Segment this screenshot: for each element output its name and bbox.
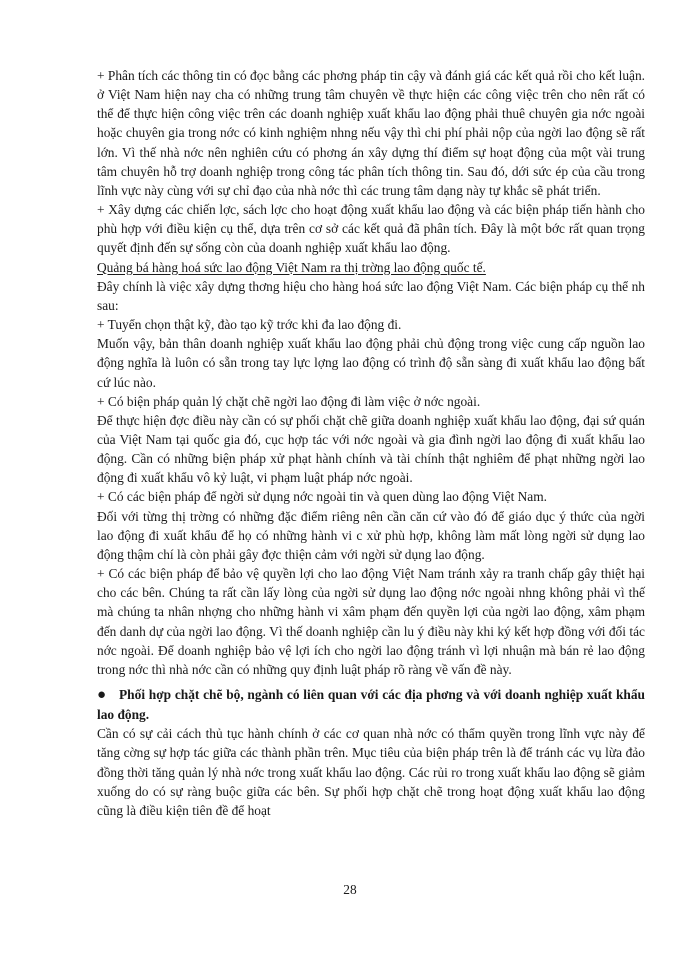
paragraph-supply-workforce: Muốn vậy, bản thân doanh nghiệp xuất khẩu lao động phải chủ động trong việc cung cấp nguồn lao động nghĩa là luôn có sẵn trong tay lực lợng lao động có trình độ sẵn sàng đi xuất khẩu lao động bất cứ lúc nào. [97, 336, 645, 390]
paragraph-build-strategies: + Xây dựng các chiến lợc, sách lợc cho hoạt động xuất khẩu lao động và các biện pháp tiến hành cho phù hợp với điều kiện cụ thể, dựa trên cơ sở các kết quả đã phân tích. Đây là một bớc rất quan trọng quyết định đến sự sống còn của doanh nghiệp xuất khẩu lao động. [97, 202, 645, 256]
paragraph-market-awareness: Đối với từng thị trờng có những đặc điểm riêng nên cần căn cứ vào đó để giáo dục ý thức của ngời lao động đi xuất khẩu để họ có những hành vi c xử phù hợp, không làm mất lòng ngời sử dụng lao động thậm chí là còn phải gây đợc thiện cảm với ngời sử dụng lao động. [97, 508, 645, 562]
paragraph-analyze-information: + Phân tích các thông tin có đọc bằng các phơng pháp tin cậy và đánh giá các kết quả rồi cho kết luận. ở Việt Nam hiện nay cha có những trung tâm chuyên về thực hiện các công việc trên cho nên rất có thể để thực hiện công việc trên các doanh nghiệp xuất khẩu lao động phải thuê chuyên gia nớc ngoài hoặc chuyên gia trong nớc có kinh nghiệm nhng nếu vậy thì chi phí phải nộp của ngời lao động sẽ rất lớn. Vì thế nhà nớc nên nghiên cứu có phơng án xây dựng thí điểm sự hoạt động của một vài trung tâm chuyên hỗ trợ doanh nghiệp trong công tác phân tích thông tin. Sau đó, dới sức ép của cầu trong lĩnh vực này cùng với sự chỉ đạo của nhà nớc thì các trung tâm dạng này tự khắc sẽ phát triển. [97, 68, 645, 198]
bullet-heading-coordination [97, 685, 645, 724]
bullet-icon: ● [97, 687, 107, 703]
paragraph-admin-reform: Cần có sự cải cách thủ tục hành chính ở các cơ quan nhà nớc có thẩm quyền trong lĩnh vực này để tăng cờng sự hợp tác giữa các thành phần trên. Mục tiêu của biện pháp trên là để tránh các vụ lừa đảo đồng thời tăng quản lý nhà nớc trong xuất khẩu lao động. Các rủi ro trong xuất khẩu lao động sẽ giảm xuống do có sự ràng buộc giữa các bên. Sự phối hợp chặt chẽ trong hoạt động xuất khẩu lao động cũng là điều kiện tiên đề để hoạt [97, 726, 645, 818]
document-page [97, 66, 645, 820]
paragraph-coordination-detail: Để thực hiện đợc điều này cần có sự phối chặt chẽ giữa doanh nghiệp xuất khẩu lao động, đại sứ quán của Việt Nam tại quốc gia đó, cục hợp tác với nớc ngoài và gia đình ngời lao động đi xuất khẩu lao động. Cần có những biện pháp xử phạt hành chính và tài chính thật nghiêm để phạt những ngời lao động đi xuất khẩu vô kỷ luật, vi phạm luật pháp nớc ngoài. [97, 412, 645, 486]
paragraph-protect-rights: + Có các biện pháp để bảo vệ quyền lợi cho lao động Việt Nam tránh xảy ra tranh chấp gây thiệt hại cho các bên. Chúng ta rất cần lấy lòng của ngời sử dụng lao động nớc ngoài nhng không phải vì thế mà chúng ta nhân nhợng cho những hành vi xâm phạm đến quyền lợi của ngời lao động, xâm phạm đến danh dự của ngời lao động. Vì thế doanh nghiệp cần lu ý điều này khi ký kết hợp đồng với đối tác nớc ngoài. Để doanh nghiệp bảo vệ lợi ích cho ngời lao động tránh vì lợi nhuận mà bán rẻ lao động trong nớc thì nhà nớc cần có những quy định luật pháp rõ ràng về vấn đề này. [97, 566, 645, 677]
paragraph-branding-intro: Đây chính là việc xây dựng thơng hiệu cho hàng hoá sức lao động Việt Nam. Các biện pháp cụ thể nh sau: [97, 278, 645, 313]
bullet-heading-text: Phối hợp chặt chẽ bộ, ngành có liên quan với các địa phơng và với doanh nghiệp xuất khẩu lao động. [97, 687, 645, 723]
section-heading-promotion: Quảng bá hàng hoá sức lao động Việt Nam ra thị trờng lao động quốc tế. [97, 259, 486, 275]
paragraph-recruit-train: + Tuyển chọn thật kỹ, đào tạo kỹ trớc khi đa lao động đi. [97, 317, 402, 333]
page-number: 28 [343, 882, 357, 897]
paragraph-strict-management: + Có biện pháp quản lý chặt chẽ ngời lao động đi làm việc ở nớc ngoài. [97, 393, 481, 409]
paragraph-build-trust: + Có các biện pháp để ngời sử dụng nớc ngoài tin và quen dùng lao động Việt Nam. [97, 489, 548, 505]
